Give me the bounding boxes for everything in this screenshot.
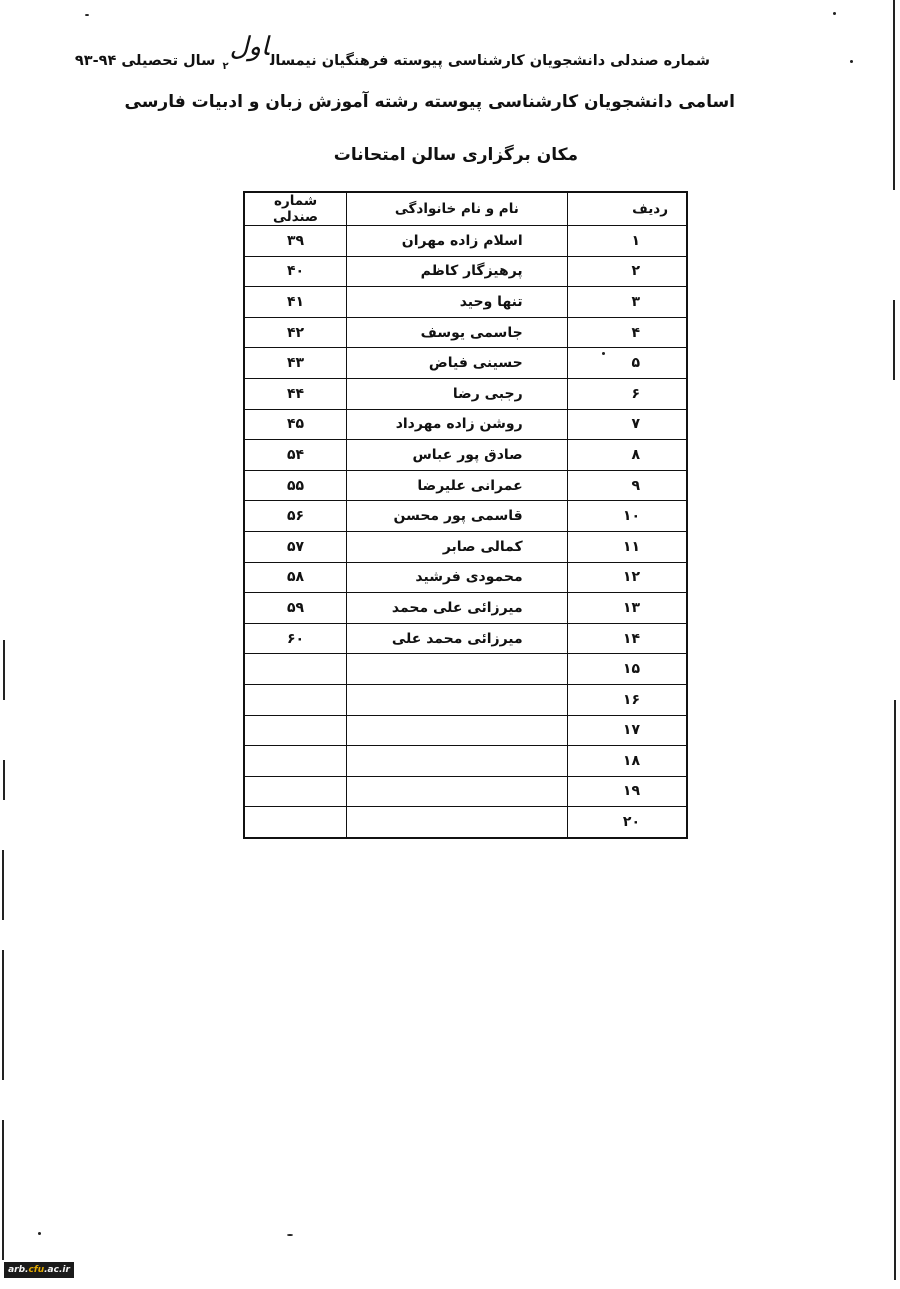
- scan-speck: [850, 60, 853, 63]
- student-name-cell: پرهیزگار کاظم: [347, 256, 568, 287]
- student-name-cell: [347, 746, 568, 777]
- seat-number-cell: ۴۱: [244, 287, 347, 318]
- seat-assignment-table: [243, 191, 688, 839]
- table-row: [244, 776, 687, 807]
- table-row: [244, 501, 687, 532]
- title-text-year: سال تحصیلی ۹۴-۹۳: [74, 53, 216, 69]
- row-number-cell: ۱۰: [567, 501, 687, 532]
- table-row: [244, 715, 687, 746]
- table-row: [244, 256, 687, 287]
- scan-speck: [287, 1234, 293, 1236]
- scan-edge-right-low: [894, 700, 896, 1280]
- scan-edge-right-mid: [893, 300, 895, 380]
- seat-number-cell: ۴۳: [244, 348, 347, 379]
- student-name-cell: میرزائی محمد علی: [347, 623, 568, 654]
- student-name-cell: محمودی فرشید: [347, 562, 568, 593]
- student-name-cell: عمرانی علیرضا: [347, 470, 568, 501]
- row-number-cell: ۱۸: [567, 746, 687, 777]
- table-row: [244, 531, 687, 562]
- header-seat-number: شماره صندلی: [244, 192, 347, 226]
- seat-number-cell: ۵۸: [244, 562, 347, 593]
- table-row: [244, 746, 687, 777]
- table-row: [244, 409, 687, 440]
- student-name-cell: [347, 776, 568, 807]
- student-name-cell: [347, 654, 568, 685]
- student-name-cell: قاسمی پور محسن: [347, 501, 568, 532]
- row-number-cell: ۲: [567, 256, 687, 287]
- table-body: [244, 226, 687, 838]
- student-name-cell: صادق پور عباس: [347, 440, 568, 471]
- scan-edge-left-1: [3, 640, 5, 700]
- scan-edge-left-5: [2, 1120, 4, 1260]
- scan-edge-left-3: [2, 850, 4, 920]
- row-number-cell: ۶: [567, 378, 687, 409]
- row-number-cell: ۱۱: [567, 531, 687, 562]
- seat-number-cell: [244, 684, 347, 715]
- seat-number-cell: [244, 807, 347, 838]
- row-number-cell: ۵: [567, 348, 687, 379]
- seat-number-cell: ۴۵: [244, 409, 347, 440]
- handwritten-semester: اول: [229, 32, 269, 62]
- table-header-row: [244, 192, 687, 226]
- table-row: [244, 684, 687, 715]
- table-row: [244, 226, 687, 257]
- student-name-cell: [347, 715, 568, 746]
- row-number-cell: ۱۲: [567, 562, 687, 593]
- students-list-heading: اسامی دانشجویان کارشناسی پیوسته رشته آموزش زبان و ادبیات فارسی: [124, 92, 735, 112]
- row-number-cell: ۴: [567, 317, 687, 348]
- seat-number-cell: ۳۹: [244, 226, 347, 257]
- student-name-cell: کمالی صابر: [347, 531, 568, 562]
- row-number-cell: ۱۵: [567, 654, 687, 685]
- header-full-name: نام و نام خانوادگی: [347, 192, 568, 226]
- row-number-cell: ۱۳: [567, 593, 687, 624]
- watermark-text-end: .ac.ir: [44, 1265, 70, 1275]
- seat-list-title: [74, 32, 710, 72]
- scan-edge-right-top: [893, 0, 895, 190]
- seat-number-cell: ۴۴: [244, 378, 347, 409]
- row-number-cell: ۱۹: [567, 776, 687, 807]
- student-name-cell: تنها وحید: [347, 287, 568, 318]
- student-name-cell: میرزائی علی محمد: [347, 593, 568, 624]
- seat-number-cell: ۵۴: [244, 440, 347, 471]
- row-number-cell: ۱۶: [567, 684, 687, 715]
- seat-number-cell: [244, 654, 347, 685]
- table-row: [244, 287, 687, 318]
- watermark-text-accent: cfu: [28, 1265, 45, 1275]
- table-row: [244, 562, 687, 593]
- seat-number-cell: ۵۹: [244, 593, 347, 624]
- seat-number-cell: ۴۲: [244, 317, 347, 348]
- student-name-cell: [347, 684, 568, 715]
- student-name-cell: [347, 807, 568, 838]
- student-name-cell: حسینی فیاض: [347, 348, 568, 379]
- table-row: [244, 378, 687, 409]
- student-name-cell: روشن زاده مهرداد: [347, 409, 568, 440]
- scan-edge-left-4: [2, 950, 4, 1080]
- row-number-cell: ۲۰: [567, 807, 687, 838]
- website-watermark: [4, 1262, 74, 1278]
- scan-speck: [85, 14, 89, 16]
- exam-location-heading: مکان برگزاری سالن امتحانات: [333, 145, 578, 165]
- table-row: [244, 807, 687, 838]
- table-row: [244, 654, 687, 685]
- row-number-cell: ۹: [567, 470, 687, 501]
- table-row: [244, 317, 687, 348]
- seat-number-cell: [244, 746, 347, 777]
- table-row: [244, 440, 687, 471]
- seat-number-cell: ۶۰: [244, 623, 347, 654]
- table-row: [244, 593, 687, 624]
- row-number-cell: ۱۷: [567, 715, 687, 746]
- table-row: [244, 623, 687, 654]
- seat-number-cell: [244, 776, 347, 807]
- header-row-number: ردیف: [567, 192, 687, 226]
- row-number-cell: ۸: [567, 440, 687, 471]
- row-number-cell: ۳: [567, 287, 687, 318]
- seat-number-cell: ۵۶: [244, 501, 347, 532]
- student-name-cell: اسلام زاده مهران: [347, 226, 568, 257]
- student-name-cell: جاسمی یوسف: [347, 317, 568, 348]
- seat-number-cell: [244, 715, 347, 746]
- scan-speck: [38, 1232, 41, 1235]
- seat-number-cell: ۵۷: [244, 531, 347, 562]
- row-number-cell: ۱: [567, 226, 687, 257]
- seat-number-cell: ۴۰: [244, 256, 347, 287]
- title-text-start: شماره صندلی دانشجویان کارشناسی پیوسته فرهنگیان نیمسال: [269, 53, 710, 69]
- table-row: [244, 348, 687, 379]
- row-number-cell: ۱۴: [567, 623, 687, 654]
- table-row: [244, 470, 687, 501]
- row-number-cell: ۷: [567, 409, 687, 440]
- scan-speck: [833, 12, 836, 15]
- semester-subscript: ۲: [222, 61, 229, 72]
- scan-edge-left-2: [3, 760, 5, 800]
- seat-number-cell: ۵۵: [244, 470, 347, 501]
- watermark-text-main: arb.: [8, 1265, 29, 1275]
- student-name-cell: رجبی رضا: [347, 378, 568, 409]
